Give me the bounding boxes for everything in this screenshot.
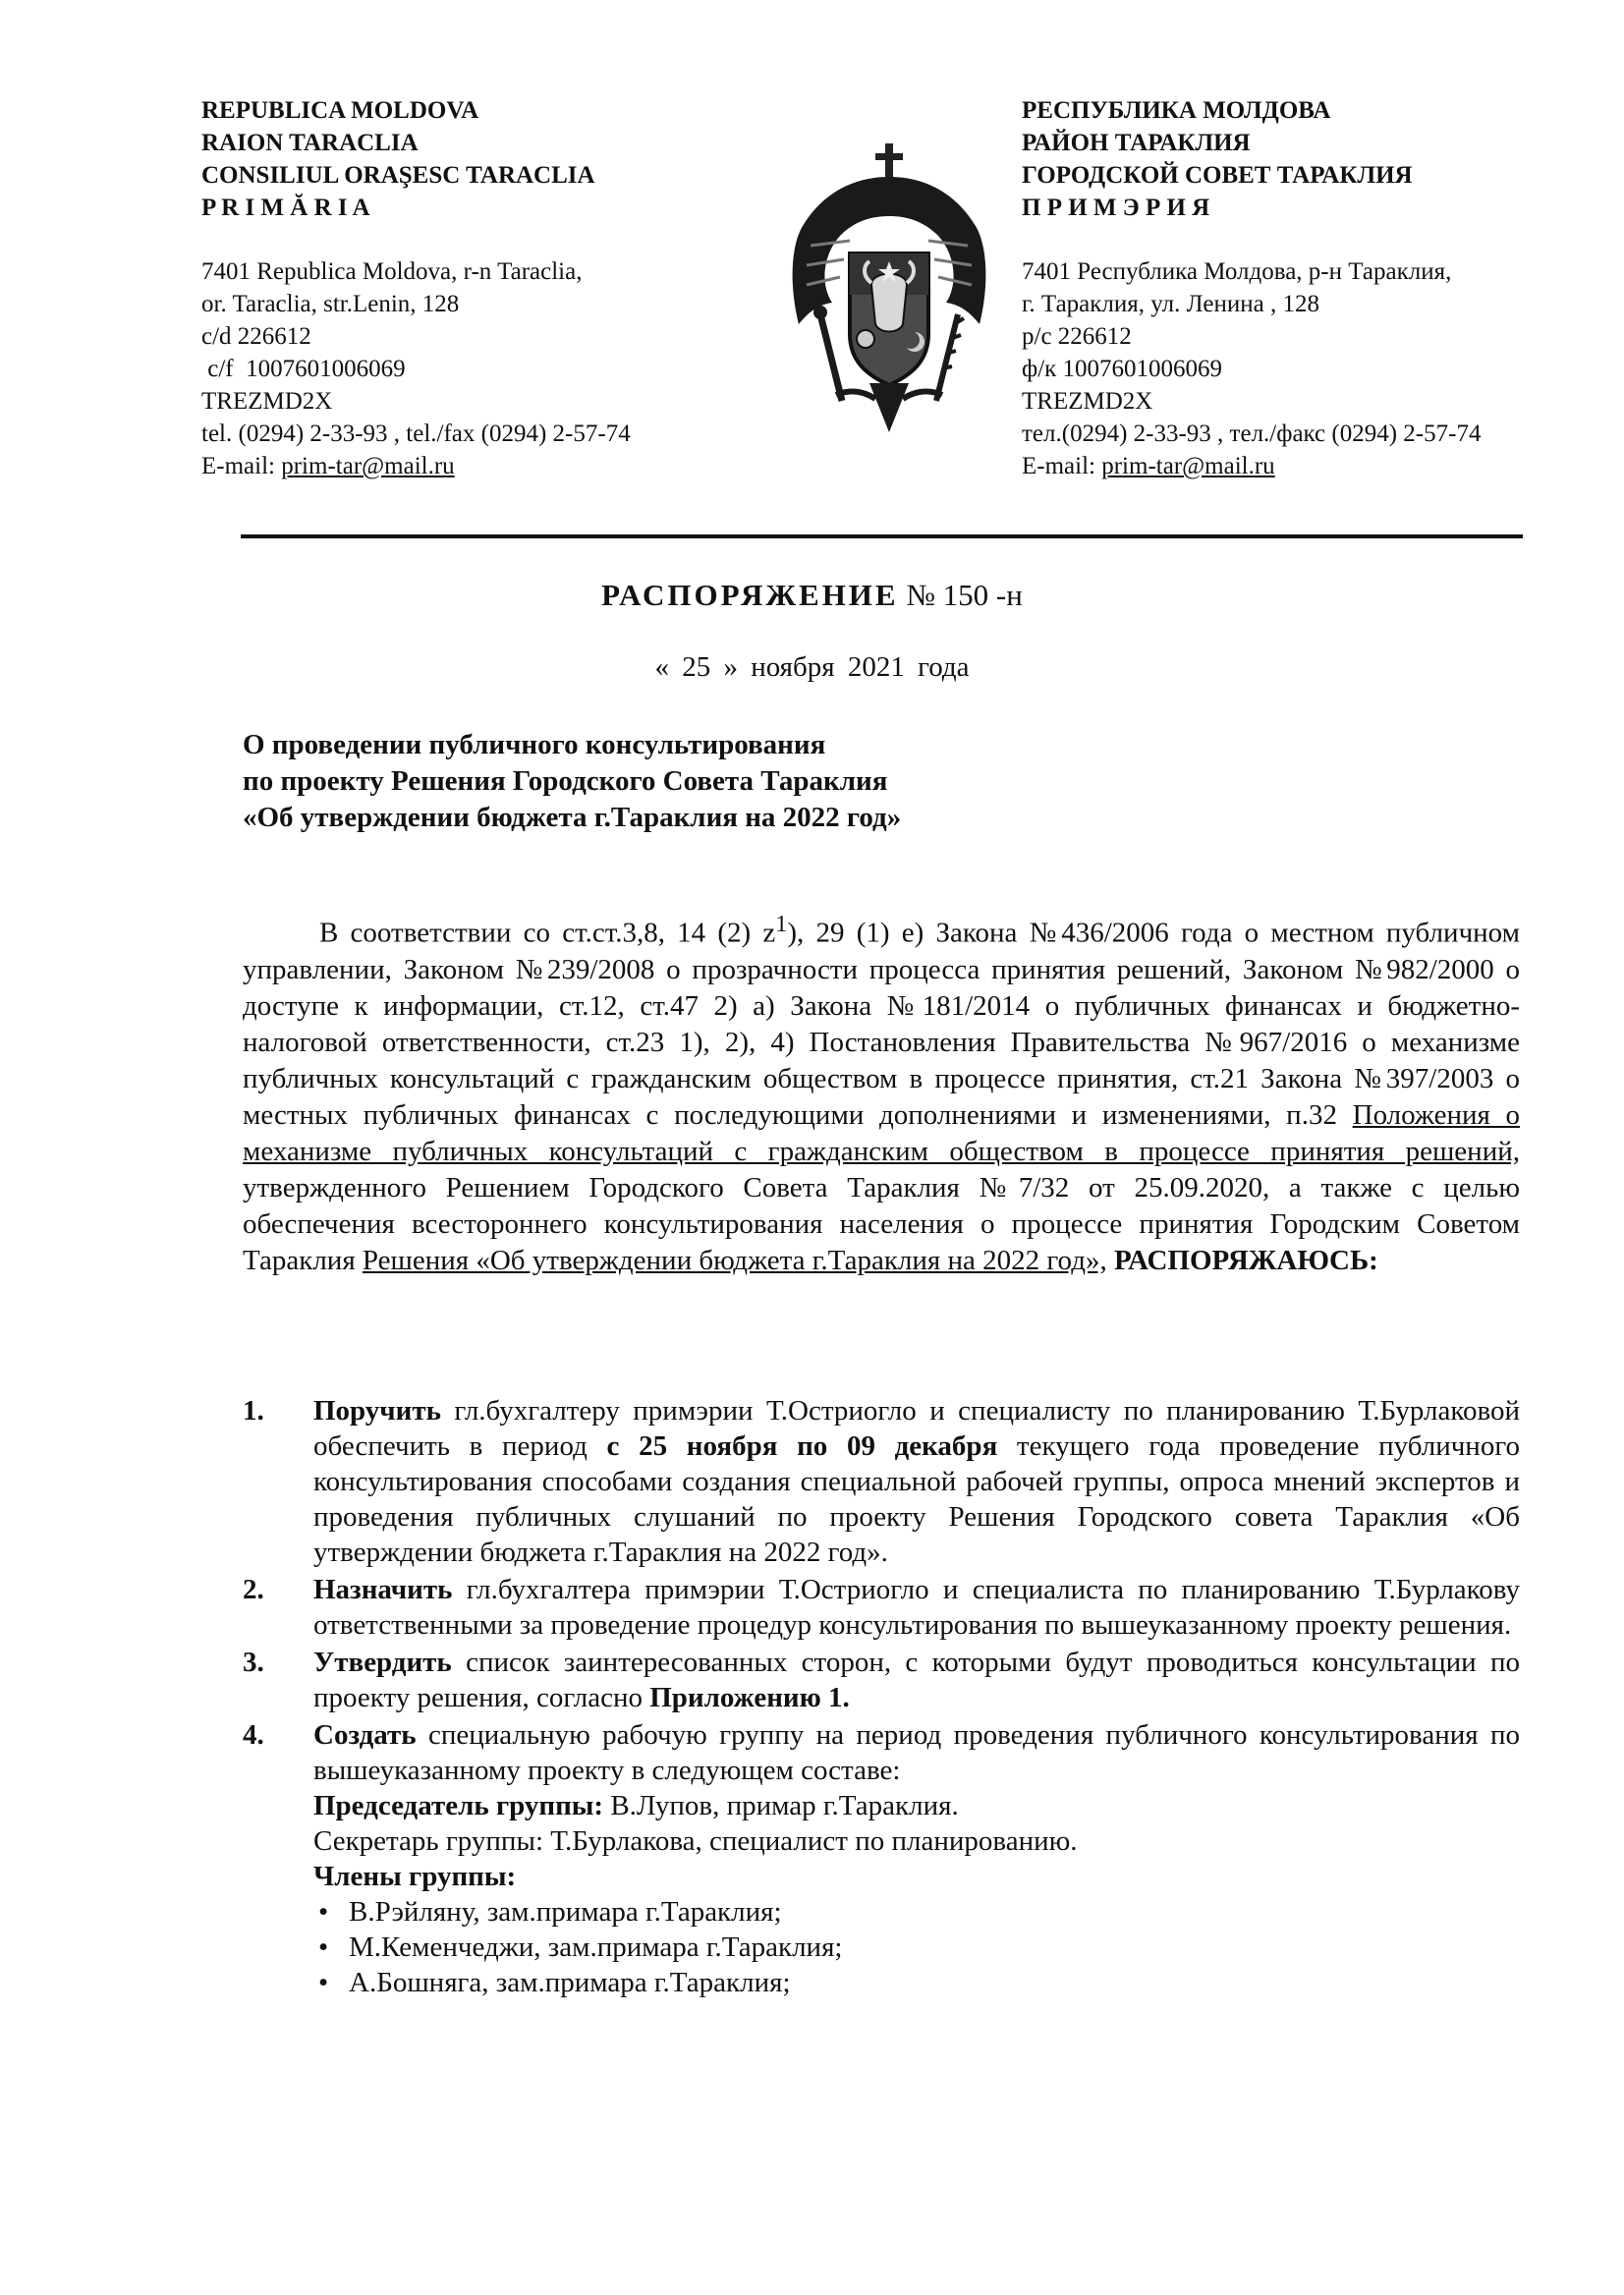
group-chair [313, 1788, 1520, 1823]
address-line: тел.(0294) 2-33-93 , тел./факс (0294) 2-57-74 [1022, 420, 1482, 447]
item-number: 3. [243, 1647, 264, 1678]
address-line: or. Taraclia, str.Lenin, 128 [201, 291, 460, 317]
list-item [313, 1965, 1520, 2000]
item-verb: Утвердить [313, 1647, 452, 1678]
document-number: № 150 -н [906, 578, 1023, 612]
decision-link: Решения «Об утверждении бюджета г.Тараклия на 2022 год», [362, 1244, 1107, 1276]
bullet-icon: • [318, 1967, 329, 1998]
preamble-text: ), 29 (1) е) Закона №436/2006 года о местном публичном управлении, Законом №239/2008 о прозрачности процесса принятия решений, Законом №982/2000 о доступе к информации, ст.12, ст.47 2) а) Закона №181/2014 о публичных финансах и бюджетно-налоговой ответственности, ст.23 1), 2), 4) Постановления Правительства №967/2016 о механизме публичных консультаций с гражданским обществом в процессе принятия, ст.21 Закона №397/2003 о местных публичных финансах с последующими дополнениями и изменениями, п.32 [243, 917, 1520, 1131]
email-label: E-mail: [201, 453, 282, 479]
superscript: 1 [775, 911, 788, 937]
item-text: гл.бухгалтеру примэрии Т.Остриогло и специалисту по планированию Т.Бурлаковой обеспечить в период [313, 1395, 1520, 1462]
list-item [313, 1894, 1520, 1930]
document-subject [243, 727, 1127, 836]
address-line: 7401 Республика Молдова, р-н Тараклия, [1022, 258, 1452, 285]
member-name: В.Рэйляну, зам.примара г.Тараклия; [349, 1896, 782, 1928]
org-line: REPUBLICA MOLDOVA [201, 97, 479, 124]
chair-label: Председатель группы: [313, 1790, 604, 1821]
item-text: гл.бухгалтера примэрии Т.Остриогло и специалиста по планированию Т.Бурлакову ответственными за проведение процедур консультирования по вышеуказанному проекту решения. [313, 1574, 1520, 1641]
item-text: специальную рабочую группу на период проведения публичного консультирования по вышеуказанному проекту в следующем составе: [313, 1719, 1520, 1786]
document-date: « 25 » ноября 2021 года [654, 651, 970, 683]
email-label: E-mail: [1022, 453, 1102, 479]
address-line: 7401 Republica Moldova, r-n Taraclia, [201, 258, 583, 285]
document-title [0, 578, 1624, 613]
decree-word: РАСПОРЯЖАЮСЬ: [1113, 1244, 1378, 1276]
item-period: с 25 ноября по 09 декабря [606, 1430, 998, 1462]
org-line: П Р И М Э Р И Я [1022, 195, 1210, 221]
address-line: г. Тараклия, ул. Ленина , 128 [1022, 291, 1320, 317]
address-ru [1022, 255, 1572, 482]
item-number: 2. [243, 1574, 264, 1605]
preamble-paragraph [243, 906, 1520, 1279]
appendix-ref: Приложению 1. [649, 1682, 850, 1713]
email-link[interactable]: prim-tar@mail.ru [281, 453, 455, 479]
preamble-text: утвержденного Решением Городского Совета Тараклия №7/32 от 25.09.2020, а также с целью обеспечения всестороннего консультирования населения о процессе принятия Городским Советом Тараклия [243, 1171, 1520, 1276]
order-item [243, 1393, 1520, 1570]
preamble-text [1107, 1245, 1114, 1276]
address-ro [201, 255, 752, 482]
org-line: CONSILIUL ORAŞESC TARACLIA [201, 162, 595, 189]
address-line: c/f 1007601006069 [201, 356, 406, 382]
address-line: р/с 226612 [1022, 323, 1132, 350]
item-verb: Создать [313, 1719, 417, 1751]
member-name: М.Кеменчеджи, зам.примара г.Тараклия; [349, 1931, 843, 1963]
order-items [243, 1393, 1520, 2002]
item-text: текущего года проведение публичного консультирования способами создания специальной рабочей группы, опроса мнений экспертов и проведения публичных слушаний по проекту Решения Городского совета Тараклия «Об утверждении бюджета г.Тараклия на 2022 год». [313, 1430, 1521, 1568]
item-text: список заинтересованных сторон, с которыми будут проводиться консультации по проекту решения, согласно [313, 1647, 1520, 1713]
member-name: А.Бошняга, зам.примара г.Тараклия; [349, 1967, 791, 1998]
chair-name: В.Лупов, примар г.Тараклия. [603, 1790, 959, 1821]
item-number: 1. [243, 1395, 264, 1427]
org-name-ru [1022, 94, 1572, 224]
email-line [201, 450, 752, 482]
address-line: TREZMD2X [1022, 388, 1153, 415]
org-name-ro [201, 94, 752, 224]
item-number: 4. [243, 1719, 264, 1751]
item-verb: Поручить [313, 1395, 441, 1427]
list-item [313, 1930, 1520, 1965]
address-line: c/d 226612 [201, 323, 311, 350]
order-item [243, 1717, 1520, 2000]
preamble-text: В соответствии со ст.ст.3,8, 14 (2) z [319, 917, 776, 949]
members-label: Члены группы: [313, 1861, 517, 1892]
address-line: tel. (0294) 2-33-93 , tel./fax (0294) 2-57-74 [201, 420, 631, 447]
header-right [1022, 94, 1572, 482]
item-verb: Назначить [313, 1574, 453, 1605]
members-list [313, 1894, 1520, 2000]
address-line: ф/к 1007601006069 [1022, 356, 1223, 382]
address-line: TREZMD2X [201, 388, 333, 415]
group-secretary: Секретарь группы: Т.Бурлакова, специалист по планированию. [313, 1825, 1078, 1857]
org-line: RAION TARACLIA [201, 130, 419, 156]
org-line: РАЙОН ТАРАКЛИЯ [1022, 130, 1251, 156]
header-divider [241, 534, 1523, 538]
org-line: P R I M Ă R I A [201, 195, 370, 221]
email-link[interactable]: prim-tar@mail.ru [1101, 453, 1275, 479]
org-line: ГОРОДСКОЙ СОВЕТ ТАРАКЛИЯ [1022, 162, 1413, 189]
org-line: РЕСПУБЛИКА МОЛДОВА [1022, 97, 1331, 124]
title-text: РАСПОРЯЖЕНИЕ [601, 578, 899, 612]
regulation-link: Положения о механизме публичных консультаций с гражданским обществом в процессе принятия решений, [243, 1098, 1521, 1167]
bullet-icon: • [318, 1896, 329, 1928]
subject-line: «Об утверждении бюджета г.Тараклия на 2022 год» [243, 802, 902, 833]
order-item [243, 1645, 1520, 1715]
header-left [201, 94, 752, 482]
email-line [1022, 450, 1572, 482]
coat-of-arms-moldova-icon [781, 138, 997, 442]
order-item [243, 1572, 1520, 1643]
subject-line: О проведении публичного консультирования [243, 729, 826, 760]
subject-line: по проекту Решения Городского Совета Тараклия [243, 765, 888, 797]
bullet-icon: • [318, 1931, 329, 1963]
